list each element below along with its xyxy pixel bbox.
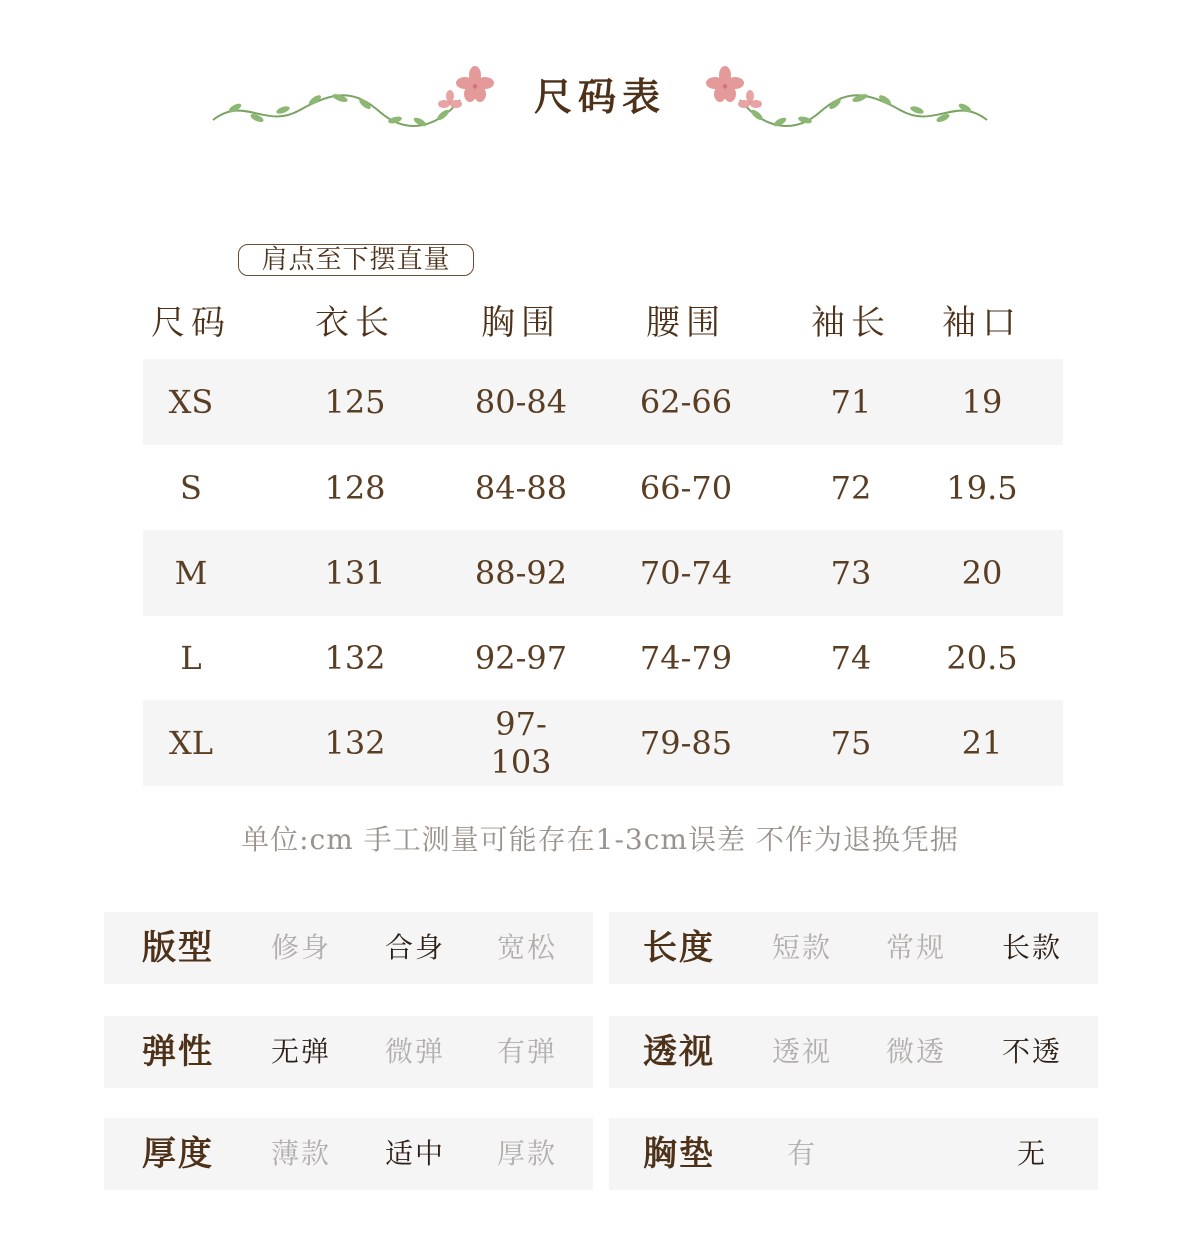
table-cell: 70-74 — [639, 554, 733, 592]
attribute-option: 微弹 — [384, 1035, 445, 1068]
attribute-option: 短款 — [771, 931, 832, 964]
right-floral-vine-icon — [695, 60, 995, 135]
attribute-length — [609, 912, 1098, 984]
table-cell: 125 — [324, 383, 386, 421]
table-cell: 73 — [830, 554, 872, 592]
measure-note-badge: 肩点至下摆直量 — [238, 244, 474, 276]
table-cell: 132 — [324, 639, 386, 677]
table-cell: 74 — [830, 639, 872, 677]
attribute-fit — [104, 912, 593, 984]
table-cell: 19.5 — [946, 469, 1018, 507]
table-cell: 79-85 — [639, 724, 733, 762]
attribute-label: 厚度 — [142, 1134, 214, 1174]
table-cell: 131 — [324, 554, 386, 592]
attribute-option: 不透 — [1001, 1035, 1062, 1068]
table-cell: 80-84 — [474, 383, 568, 421]
attribute-thickness — [104, 1118, 593, 1190]
table-row — [143, 530, 1063, 616]
table-cell: 19 — [961, 383, 1003, 421]
attribute-option: 薄款 — [270, 1137, 331, 1170]
attribute-option: 无 — [1016, 1137, 1047, 1170]
table-cell: S — [180, 469, 202, 507]
attribute-option: 宽松 — [496, 931, 557, 964]
attribute-option: 合身 — [384, 931, 445, 964]
attribute-label: 版型 — [142, 928, 214, 968]
table-row — [143, 359, 1063, 445]
table-cell: 62-66 — [639, 383, 733, 421]
column-header-size: 尺码 — [151, 302, 231, 343]
table-cell: 72 — [830, 469, 872, 507]
attribute-option: 长款 — [1001, 931, 1062, 964]
table-cell: 21 — [961, 724, 1003, 762]
table-cell: 75 — [830, 724, 872, 762]
attribute-option: 厚款 — [496, 1137, 557, 1170]
table-cell: M — [174, 554, 208, 592]
table-cell: 88-92 — [474, 554, 568, 592]
measurement-disclaimer: 单位:cm 手工测量可能存在1-3cm误差 不作为退换凭据 — [241, 823, 959, 856]
column-header-bust: 胸围 — [481, 302, 561, 343]
attribute-option: 微透 — [885, 1035, 946, 1068]
table-cell: XL — [168, 724, 214, 762]
attribute-option: 有弹 — [496, 1035, 557, 1068]
column-header-waist: 腰围 — [646, 302, 726, 343]
attribute-elasticity — [104, 1016, 593, 1088]
page-title: 尺码表 — [533, 74, 666, 119]
attribute-label: 透视 — [643, 1032, 715, 1072]
table-cell: 132 — [324, 724, 386, 762]
attribute-sheerness — [609, 1016, 1098, 1088]
attribute-chest-pad — [609, 1118, 1098, 1190]
attribute-label: 弹性 — [142, 1032, 214, 1072]
table-cell: 128 — [324, 469, 386, 507]
table-row — [143, 700, 1063, 786]
table-cell: 97-103 — [490, 705, 552, 781]
attribute-option: 修身 — [270, 931, 331, 964]
table-cell: 20.5 — [946, 639, 1018, 677]
table-cell: 84-88 — [474, 469, 568, 507]
table-row — [143, 615, 1063, 701]
table-cell: 74-79 — [639, 639, 733, 677]
table-cell: 66-70 — [639, 469, 733, 507]
table-cell: 92-97 — [474, 639, 568, 677]
attribute-option: 常规 — [885, 931, 946, 964]
column-header-cuff: 袖口 — [942, 302, 1022, 343]
attribute-option: 有 — [786, 1137, 817, 1170]
table-cell: XS — [168, 383, 214, 421]
table-cell: 71 — [830, 383, 872, 421]
attribute-label: 长度 — [643, 928, 715, 968]
table-cell: L — [180, 639, 202, 677]
attribute-option: 透视 — [771, 1035, 832, 1068]
table-cell: 20 — [961, 554, 1003, 592]
column-header-length: 衣长 — [315, 302, 395, 343]
attribute-label: 胸垫 — [643, 1134, 715, 1174]
table-row — [143, 445, 1063, 531]
attribute-option: 无弹 — [270, 1035, 331, 1068]
attribute-option: 适中 — [384, 1137, 445, 1170]
column-header-sleeve-length: 袖长 — [811, 302, 891, 343]
size-table-header — [143, 294, 1063, 344]
